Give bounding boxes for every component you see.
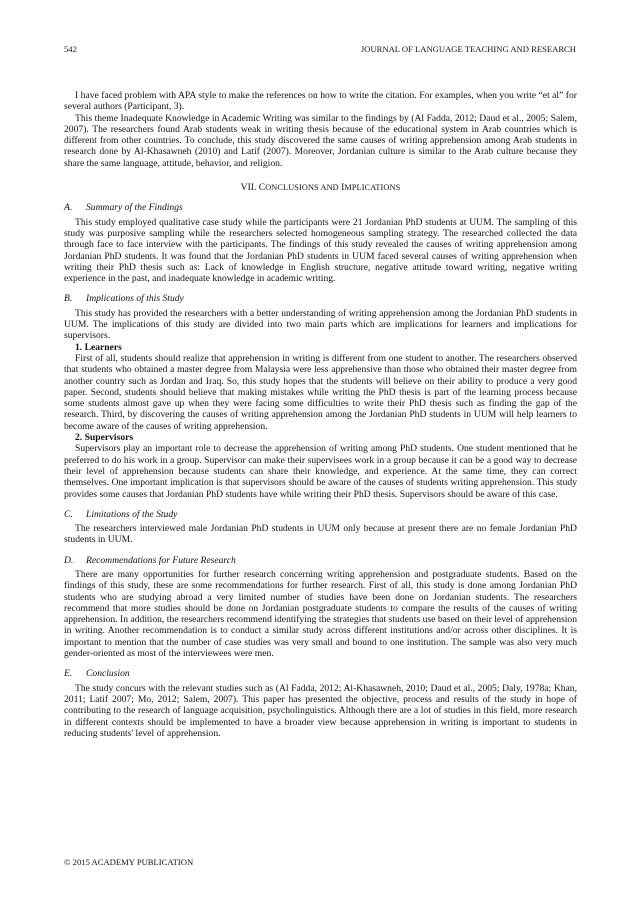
journal-title: JOURNAL OF LANGUAGE TEACHING AND RESEARCH <box>360 44 576 54</box>
subsection-title: Summary of the Findings <box>86 202 183 214</box>
subsection-letter: B. <box>64 293 73 305</box>
supervisors-heading: 2. Supervisors <box>75 432 134 444</box>
subsection-title: Recommendations for Future Research <box>86 554 236 566</box>
supervisors-paragraph: Supervisors play an important role to decrease the apprehension of writing among PhD students. One student mentioned that he preferred to do his work in a group. Supervisor can make their supervisees work in a group because it can be a good way to decrease their level of apprehension because students can share their knowledge, and experience. At the same time, they can correct themselves. One important implication is that supervisors should be aware of the causes of students writing apprehension. This study provides some causes that Jordanian PhD students have while writing their PhD thesis. Supervisors should be aware of this case. <box>64 443 577 500</box>
intro-paragraph-1: I have faced problem with APA style to make the references on how to write the citation. For examples, when you write “et al” for several authors (Participant, 3). <box>64 90 577 113</box>
page-body <box>64 90 577 739</box>
section-numeral: VII. <box>240 182 257 194</box>
subsection-letter: A. <box>64 202 73 214</box>
section-title-c: C <box>258 182 266 194</box>
subsection-letter: E. <box>64 668 73 680</box>
intro-paragraph-2: This theme Inadequate Knowledge in Academic Writing was similar to the findings by (Al Fadda, 2012; Daud et al., 2005; Salem, 2007). The researchers found Arab students weak in writing thesis because of the educational system in Arab countries which is different from other countries. To conclude, this study discovered the same causes of writing apprehension among Arab students in research done by Al-Khasawneh (2010) and Latif (2007). Moreover, Jordanian culture is similar to the Arab culture because they share the same language, attitude, behavior, and religion. <box>64 112 577 169</box>
subsection-letter: C. <box>64 508 73 520</box>
subsection-title: Limitations of the Study <box>86 508 178 520</box>
subsection-heading-summary <box>64 202 577 213</box>
page-number: 542 <box>64 44 77 54</box>
subsection-title: Implications of this Study <box>86 293 184 305</box>
section-heading <box>64 182 577 193</box>
copyright-footer: © 2015 ACADEMY PUBLICATION <box>64 857 194 867</box>
subsection-heading-limitations <box>64 509 577 520</box>
subsection-title: Conclusion <box>86 668 130 680</box>
subsection-letter: D. <box>64 554 74 566</box>
subsection-heading-recommendations <box>64 555 577 566</box>
conclusion-paragraph: The study concurs with the relevant studies such as (Al Fadda, 2012; Al-Khasawneh, 2010; Daud et al., 2005; Daly, 1978a; Khan, 2011; Latif 2007; Mo, 2012; Salem, 2007). This paper has presented the objective, process and results of the study in hope of contributing to the research of language acquisition, psycholinguistics. Although there are a lot of studies in this field, more research in different contexts should be implemented to have a broader view because apprehension in writing is important to students in reducing students' level of apprehension. <box>64 682 577 739</box>
running-header <box>64 44 576 55</box>
section-title-i: I <box>341 182 345 194</box>
recommendations-paragraph: There are many opportunities for further research concerning writing apprehension and postgraduate students. Based on the findings of this study, these are some recommendations for further research. First of all, this study is done among Jordanian PhD students who are studying abroad a very limited number of studies have been done on Jordanian students. The researchers recommend that more studies should be done on Jordanian postgraduate students to compare the results of the causes of writing apprehension. In addition, the researchers recommend identifying the strategies that students use based on their level of apprehension in writing. Another recommendation is to conduct a similar study across different institutions and/or across other disciplines. It is important to mention that the number of case studies was very small and bound to one institution. The sample was also very much gender-oriented as most of the interviewees were men. <box>64 568 577 660</box>
summary-paragraph: This study employed qualitative case study while the participants were 21 Jordanian PhD students at UUM. The sampling of this study was purposive sampling while the researchers selected homogeneous sampling strategy. The researched collected the data through face to face interview with the participants. The findings of this study revealed the causes of writing apprehension among Jordanian PhD students. It was found that the Jordanian PhD students in UUM faced several causes of writing apprehension when writing their PhD thesis such as: Lack of knowledge in English structure, negative attitude toward writing, negative writing experience in the past, and inadequate knowledge in academic writing. <box>64 216 577 285</box>
subsection-heading-implications <box>64 293 577 304</box>
section-title-part2: MPLICATIONS <box>344 183 401 193</box>
limitations-paragraph: The researchers interviewed male Jordanian PhD students in UUM only because at present there are no female Jordanian PhD students in UUM. <box>64 523 577 546</box>
section-title-part1: ONCLUSIONS AND <box>265 183 339 193</box>
learners-heading: 1. Learners <box>75 341 122 353</box>
subsection-heading-conclusion <box>64 668 577 679</box>
learners-paragraph: First of all, students should realize that apprehension in writing is different from one student to another. The researchers observed that students who obtained a master degree from Malaysia were less apprehensive than those who obtained their master degree from another country such as Jordan and Iraq. So, this study hopes that the students will believe on their ability to produce a very good paper. Second, students should believe that making mistakes while writing the PhD thesis is part of the learning process because some students almost gave up when they were facing some difficulties to write their PhD thesis such as finding the gap of the research. Third, by discovering the causes of writing apprehension among the Jordanian PhD students in UUM will help learners to become aware of the causes of writing apprehension. <box>64 352 577 432</box>
implications-paragraph: This study has provided the researchers with a better understanding of writing apprehension among the Jordanian PhD students in UUM. The implications of this study are divided into two main parts which are implications for learners and implications for supervisors. <box>64 307 577 342</box>
